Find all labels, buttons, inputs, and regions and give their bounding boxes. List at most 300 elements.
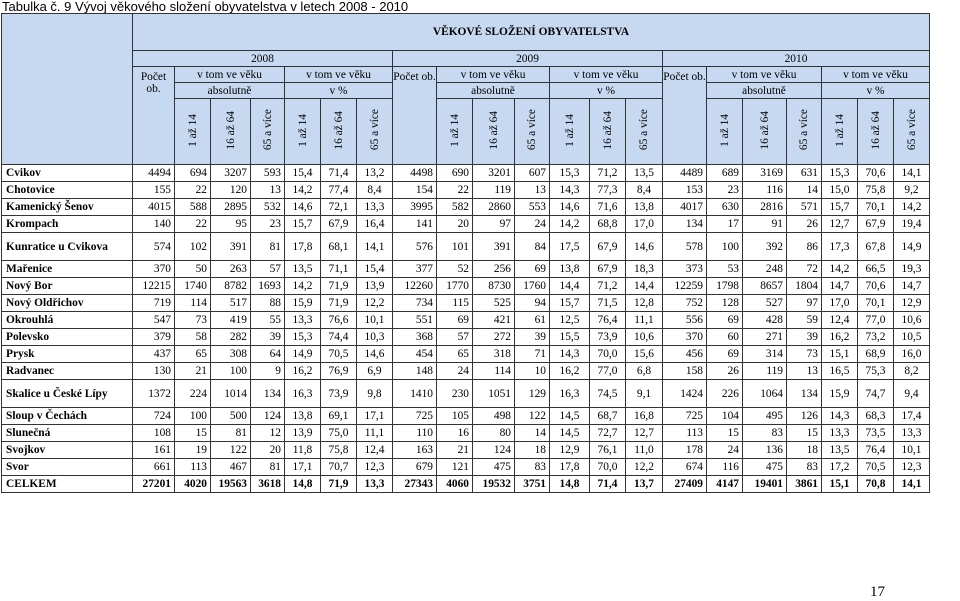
table-cell: 19,3 [894,261,930,278]
age-group-header [550,99,590,165]
table-cell: 114 [175,295,211,312]
table-cell: 1740 [175,278,211,295]
table-cell: 3995 [393,199,437,216]
table-cell: 13,3 [357,476,393,493]
table-cell: 15 [787,425,822,442]
age-group-header [707,99,743,165]
table-cell: 116 [743,182,787,199]
table-cell: 1051 [473,380,515,408]
table-cell: 578 [663,233,707,261]
table-row [2,216,930,233]
table-cell: 571 [787,199,822,216]
table-cell: 1760 [515,278,550,295]
table-cell: 134 [787,380,822,408]
table-cell: 72,1 [321,199,357,216]
age-group-label: 65 a více [526,109,538,151]
municipality-name: CELKEM [2,476,133,493]
table-cell: 12215 [133,278,175,295]
table-cell: 130 [133,363,175,380]
table-cell: 97 [787,295,822,312]
table-cell: 8,2 [894,363,930,380]
table-cell: 12,8 [626,295,663,312]
age-group-label: 65 a více [261,109,274,151]
table-cell: 17,0 [822,295,858,312]
table-cell: 8657 [743,278,787,295]
table-cell: 12,3 [357,459,393,476]
table-cell: 14 [515,425,550,442]
table-cell: 83 [743,425,787,442]
table-cell: 161 [133,442,175,459]
table-cell: 97 [473,216,515,233]
table-cell: 20 [437,216,473,233]
table-cell: 17,5 [550,233,590,261]
table-cell: 14,3 [822,408,858,425]
year-header-2008: 2008 [133,51,393,67]
age-group-header [590,99,626,165]
table-cell: 52 [437,261,473,278]
table-cell: 13,9 [357,278,393,295]
table-cell: 377 [393,261,437,278]
table-cell: 94 [515,295,550,312]
table-cell: 70,7 [321,459,357,476]
table-cell: 498 [473,408,515,425]
age-group-label: 16 až 64 [601,110,614,150]
table-cell: 370 [663,329,707,346]
table-cell: 71,9 [321,278,357,295]
table-cell: 15,3 [822,165,858,182]
table-cell: 1424 [663,380,707,408]
table-cell: 57 [437,329,473,346]
table-cell: 119 [743,363,787,380]
table-cell: 553 [515,199,550,216]
table-cell: 100 [175,408,211,425]
table-cell: 15 [707,425,743,442]
age-group-header [894,99,930,165]
absolute-header-2009: absolutně [437,83,550,99]
table-cell: 271 [743,329,787,346]
table-cell: 68,1 [321,233,357,261]
table-cell: 10,5 [894,329,930,346]
table-cell: 108 [133,425,175,442]
table-cell: 419 [211,312,251,329]
table-cell: 72,7 [590,425,626,442]
table-cell: 22 [175,182,211,199]
table-cell: 694 [175,165,211,182]
table-cell: 58 [175,329,211,346]
table-row [2,278,930,295]
age-group-header [321,99,357,165]
table-cell: 4498 [393,165,437,182]
table-cell: 14,8 [550,476,590,493]
total-header-2009: Počet ob. [393,67,437,165]
table-cell: 81 [211,425,251,442]
table-cell: 71,2 [590,278,626,295]
table-cell: 495 [743,408,787,425]
table-cell: 14,9 [894,233,930,261]
table-cell: 226 [707,380,743,408]
age-group-label: 16 až 64 [332,110,345,150]
table-cell: 77,0 [858,312,894,329]
age-group-header [211,99,251,165]
table-cell: 11,0 [626,442,663,459]
table-cell: 17 [707,216,743,233]
table-cell: 576 [393,233,437,261]
table-cell: 17,2 [822,459,858,476]
table-cell: 122 [211,442,251,459]
table-cell: 13,2 [357,165,393,182]
age-group-label: 65 a více [368,109,381,151]
table-cell: 17,4 [894,408,930,425]
table-cell: 70,5 [858,459,894,476]
table-cell: 21 [437,442,473,459]
municipality-name: Svojkov [2,442,133,459]
absolute-header-2010: absolutně [707,83,822,99]
table-cell: 248 [743,261,787,278]
table-cell: 76,9 [321,363,357,380]
table-cell: 19401 [743,476,787,493]
table-cell: 14,6 [626,233,663,261]
table-cell: 17,3 [822,233,858,261]
age-group-label: 1 až 14 [296,113,309,147]
table-cell: 26 [707,363,743,380]
table-cell: 16,8 [626,408,663,425]
subgroup-abs-2008: v tom ve věku [175,67,285,83]
table-cell: 81 [251,459,285,476]
table-cell: 70,6 [858,165,894,182]
table-cell: 101 [437,233,473,261]
table-cell: 11,8 [285,442,321,459]
subgroup-abs-2010: v tom ve věku [707,67,822,83]
table-cell: 73,5 [858,425,894,442]
table-cell: 14,1 [894,165,930,182]
table-cell: 100 [707,233,743,261]
table-cell: 588 [175,199,211,216]
table-cell: 12,2 [626,459,663,476]
municipality-name: Slunečná [2,425,133,442]
age-group-header [787,99,822,165]
table-cell: 23 [251,216,285,233]
table-cell: 9,1 [626,380,663,408]
table-cell: 13,3 [285,312,321,329]
table-cell: 15,7 [550,295,590,312]
table-cell: 91 [743,216,787,233]
table-cell: 10,1 [357,312,393,329]
table-cell: 14,6 [357,346,393,363]
table-cell: 13,7 [626,476,663,493]
table-cell: 136 [743,442,787,459]
table-cell: 86 [787,233,822,261]
age-group-header [626,99,663,165]
table-cell: 15,0 [822,182,858,199]
table-cell: 27201 [133,476,175,493]
table-cell: 70,1 [858,295,894,312]
table-cell: 3207 [211,165,251,182]
table-cell: 178 [663,442,707,459]
table-cell: 525 [473,295,515,312]
table-cell: 116 [707,459,743,476]
age-group-label: 1 až 14 [833,113,846,147]
table-cell: 13,9 [285,425,321,442]
table-cell: 17,1 [357,408,393,425]
table-cell: 456 [663,346,707,363]
table-cell: 120 [211,182,251,199]
table-row [2,199,930,216]
table-cell: 556 [663,312,707,329]
table-cell: 104 [707,408,743,425]
municipality-name: Svor [2,459,133,476]
table-cell: 154 [393,182,437,199]
table-cell: 17,1 [285,459,321,476]
table-cell: 14,4 [550,278,590,295]
table-cell: 370 [133,261,175,278]
table-cell: 73 [175,312,211,329]
subgroup-pct-2010: v tom ve věku [822,67,930,83]
table-cell: 57 [251,261,285,278]
table-cell: 263 [211,261,251,278]
table-cell: 15,9 [822,380,858,408]
table-cell: 69 [515,261,550,278]
table-cell: 124 [251,408,285,425]
table-cell: 752 [663,295,707,312]
table-cell: 129 [515,380,550,408]
table-cell: 73 [787,346,822,363]
table-cell: 421 [473,312,515,329]
table-cell: 65 [175,346,211,363]
table-cell: 77,0 [590,363,626,380]
table-cell: 2860 [473,199,515,216]
age-group-header [285,99,321,165]
age-group-header [357,99,393,165]
table-cell: 71,5 [590,295,626,312]
table-cell: 14,2 [285,182,321,199]
table-cell: 128 [707,295,743,312]
total-header-2010: Počet ob. [663,67,707,165]
table-cell: 12,4 [357,442,393,459]
table-cell: 26 [787,216,822,233]
municipality-name: Skalice u České Lípy [2,380,133,408]
age-group-label: 16 až 64 [224,110,237,150]
table-cell: 607 [515,165,550,182]
table-cell: 77,3 [590,182,626,199]
table-cell: 16,2 [285,363,321,380]
age-group-label: 1 až 14 [186,113,199,147]
table-cell: 392 [743,233,787,261]
table-cell: 13 [787,363,822,380]
percent-header-2009: v % [550,83,663,99]
table-cell: 437 [133,346,175,363]
table-cell: 17,8 [550,459,590,476]
table-cell: 17,0 [626,216,663,233]
table-cell: 24 [515,216,550,233]
table-cell: 134 [251,380,285,408]
table-cell: 70,6 [858,278,894,295]
table-cell: 27343 [393,476,437,493]
table-cell: 11,1 [357,425,393,442]
table-cell: 110 [393,425,437,442]
table-cell: 134 [663,216,707,233]
table-cell: 13 [515,182,550,199]
table-cell: 163 [393,442,437,459]
table-cell: 9,2 [894,182,930,199]
table-row [2,165,930,182]
table-cell: 76,6 [321,312,357,329]
table-cell: 12,7 [822,216,858,233]
table-cell: 500 [211,408,251,425]
table-cell: 16,4 [357,216,393,233]
table-cell: 60 [707,329,743,346]
total-row [2,476,930,493]
table-cell: 14,2 [822,261,858,278]
table-cell: 725 [393,408,437,425]
page-number: 17 [870,584,885,600]
table-cell: 16,3 [285,380,321,408]
table-cell: 22 [437,182,473,199]
table-cell: 67,9 [590,261,626,278]
table-cell: 593 [251,165,285,182]
percent-header-2010: v % [822,83,930,99]
table-cell: 1770 [437,278,473,295]
table-cell: 71 [515,346,550,363]
table-cell: 3201 [473,165,515,182]
table-cell: 74,7 [858,380,894,408]
table-cell: 95 [211,216,251,233]
table-cell: 65 [437,346,473,363]
table-cell: 4489 [663,165,707,182]
table-cell: 71,4 [590,476,626,493]
table-row [2,329,930,346]
table-cell: 14,2 [894,199,930,216]
age-group-label: 16 až 64 [487,110,500,150]
table-cell: 64 [251,346,285,363]
table-cell: 12,5 [550,312,590,329]
table-cell: 391 [473,233,515,261]
table-cell: 121 [437,459,473,476]
table-cell: 71,6 [590,199,626,216]
table-cell: 24 [707,442,743,459]
table-cell: 70,0 [590,346,626,363]
table-cell: 10,6 [894,312,930,329]
table-cell: 13 [251,182,285,199]
table-cell: 39 [251,329,285,346]
table-cell: 74,5 [590,380,626,408]
table-cell: 70,0 [590,459,626,476]
table-cell: 55 [251,312,285,329]
table-cell: 2816 [743,199,787,216]
table-cell: 15,9 [285,295,321,312]
table-cell: 68,3 [858,408,894,425]
table-cell: 74,4 [321,329,357,346]
table-cell: 67,9 [858,216,894,233]
table-cell: 114 [473,363,515,380]
table-cell: 76,4 [858,442,894,459]
table-cell: 19532 [473,476,515,493]
age-group-header [251,99,285,165]
table-cell: 517 [211,295,251,312]
table-cell: 76,4 [590,312,626,329]
table-cell: 73,2 [858,329,894,346]
table-cell: 113 [663,425,707,442]
municipality-name: Kunratice u Cvikova [2,233,133,261]
age-group-label: 65 a více [638,109,650,151]
table-cell: 14,9 [285,346,321,363]
table-cell: 80 [473,425,515,442]
table-cell: 18 [787,442,822,459]
table-cell: 71,2 [590,165,626,182]
table-cell: 75,8 [321,442,357,459]
table-cell: 3751 [515,476,550,493]
table-cell: 102 [175,233,211,261]
table-cell: 69 [707,312,743,329]
table-cell: 13,5 [626,165,663,182]
table-cell: 13,8 [626,199,663,216]
table-cell: 22 [175,216,211,233]
table-cell: 256 [473,261,515,278]
table-cell: 3861 [787,476,822,493]
table-cell: 1014 [211,380,251,408]
total-header-2008: Počet ob. [133,67,175,165]
table-cell: 3169 [743,165,787,182]
table-cell: 16 [437,425,473,442]
table-cell: 12 [251,425,285,442]
municipality-name: Mařenice [2,261,133,278]
age-group-label: 16 až 64 [869,110,882,150]
municipality-name: Sloup v Čechách [2,408,133,425]
table-container [1,13,930,493]
table-cell: 71,1 [321,261,357,278]
table-cell: 153 [663,182,707,199]
table-cell: 119 [473,182,515,199]
table-cell: 12,2 [357,295,393,312]
table-cell: 475 [743,459,787,476]
table-cell: 272 [473,329,515,346]
table-row [2,459,930,476]
table-cell: 115 [437,295,473,312]
table-cell: 12,3 [894,459,930,476]
table-cell: 14,7 [822,278,858,295]
table-cell: 10,6 [626,329,663,346]
table-cell: 18,3 [626,261,663,278]
age-group-label: 1 až 14 [718,113,731,147]
table-cell: 6,9 [357,363,393,380]
table-cell: 12260 [393,278,437,295]
table-cell: 14,2 [285,278,321,295]
table-cell: 308 [211,346,251,363]
table-cell: 9 [251,363,285,380]
age-group-header [473,99,515,165]
table-row [2,233,930,261]
table-cell: 69,1 [321,408,357,425]
table-cell: 81 [251,233,285,261]
table-cell: 69 [707,346,743,363]
table-cell: 13,5 [285,261,321,278]
table-cell: 122 [515,408,550,425]
table-cell: 725 [663,408,707,425]
table-cell: 15,4 [285,165,321,182]
table-cell: 113 [175,459,211,476]
table-cell: 532 [251,199,285,216]
table-cell: 690 [437,165,473,182]
table-cell: 379 [133,329,175,346]
table-cell: 27409 [663,476,707,493]
table-cell: 18 [515,442,550,459]
table-cell: 15,5 [550,329,590,346]
table-cell: 14,3 [550,182,590,199]
table-cell: 14,7 [894,278,930,295]
municipality-name: Radvanec [2,363,133,380]
table-cell: 71,4 [321,165,357,182]
table-cell: 70,1 [858,199,894,216]
table-cell: 61 [515,312,550,329]
